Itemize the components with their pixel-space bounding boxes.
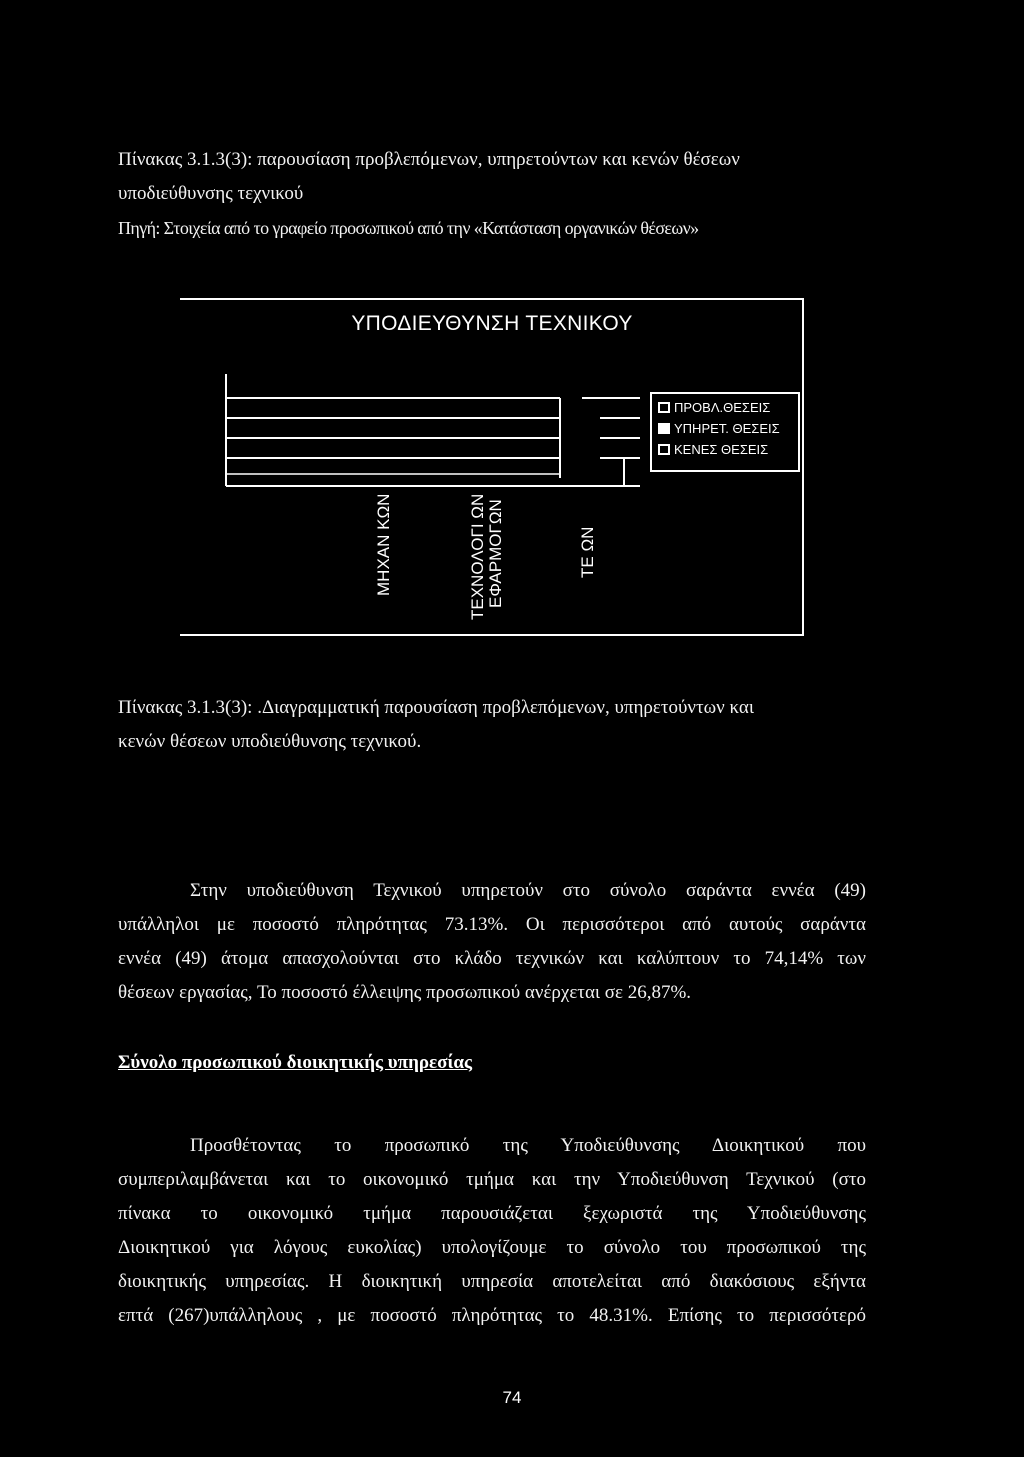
chart-legend [650,392,800,472]
legend-item [658,397,798,418]
paragraph-2-line: επτά (267)υπάλληλους , με ποσοστό πληρότητας το 48.31%. Επίσης το περισσότερό [118,1305,866,1326]
page-number: 74 [502,1388,522,1407]
paragraph-1-line: εννέα (49) άτομα απασχολούνται στο κλάδο τεχνικών και καλύπτουν το 74,14% των [118,948,866,969]
paragraph-2-line: Διοικητικού για λόγους ευκολίας) υπολογίζουμε το σύνολο του προσωπικού της [118,1237,866,1258]
paragraph-2-line: διοικητικής υπηρεσίας. Η διοικητική υπηρεσία αποτελείται από διακόσιους εξήντα [118,1271,866,1292]
paragraph-1-line: θέσεων εργασίας, Το ποσοστό έλλειψης προσωπικού ανέρχεται σε 26,87%. [118,982,692,1003]
caption-top-line-1: Πίνακας 3.1.3(3): παρουσίαση προβλεπόμενων, υπηρετούντων και κενών θέσεων [118,149,740,170]
caption-bottom-line-1: Πίνακας 3.1.3(3): .Διαγραμματική παρουσίαση προβλεπόμενων, υπηρετούντων και [118,697,754,718]
paragraph-1-line: Στην υποδιεύθυνση Τεχνικού υπηρετούν στο σύνολο σαράντα εννέα (49) [190,880,866,901]
legend-swatch-filled-icon [658,423,670,434]
paragraph-1-line: υπάλληλοι με ποσοστό πληρότητας 73.13%. Οι περισσότεροι από αυτούς σαράντα [118,914,866,935]
chart-category-label: ΤΕΧΝΟΛΟΓΙ ΩΝ [468,493,487,620]
legend-swatch-outline-icon [658,444,670,455]
paragraph-2-line: Προσθέτοντας το προσωπικό της Υποδιεύθυνσης Διοικητικού που [190,1135,866,1156]
legend-swatch-outline-icon [658,402,670,413]
chart-title: ΥΠΟΔΙΕΥΘΥΝΣΗ ΤΕΧΝΙΚΟΥ [351,312,633,335]
caption-top-source: Πηγή: Στοιχεία από το γραφείο προσωπικού από την «Κατάσταση οργανικών θέσεων» [118,218,699,238]
caption-bottom-line-2: κενών θέσεων υποδιεύθυνσης τεχνικού. [118,731,422,752]
chart-category-label: ΕΦΑΡΜΟΓΩΝ [486,499,505,608]
legend-label: ΥΠΗΡΕΤ. ΘΕΣΕΙΣ [674,421,780,436]
chart-category-label: ΜΗΧΑΝ ΚΩΝ [374,493,393,596]
legend-item [658,439,798,460]
paragraph-2-line: συμπεριλαμβάνεται και το οικονομικό τμήμα και την Υποδιεύθυνση Τεχνικού (στο [118,1169,866,1190]
caption-top-line-2: υποδιεύθυνσης τεχνικού [118,183,304,204]
legend-label: ΚΕΝΕΣ ΘΕΣΕΙΣ [674,442,769,457]
paragraph-2-line: πίνακα το οικονομικό τμήμα παρουσιάζεται ξεχωριστά της Υποδιεύθυνσης [118,1203,866,1224]
chart-category-label: ΤΕ ΩΝ [578,526,597,578]
legend-label: ΠΡΟΒΛ.ΘΕΣΕΙΣ [674,400,771,415]
legend-item [658,418,798,439]
section-heading: Σύνολο προσωπικού διοικητικής υπηρεσίας [118,1052,472,1073]
